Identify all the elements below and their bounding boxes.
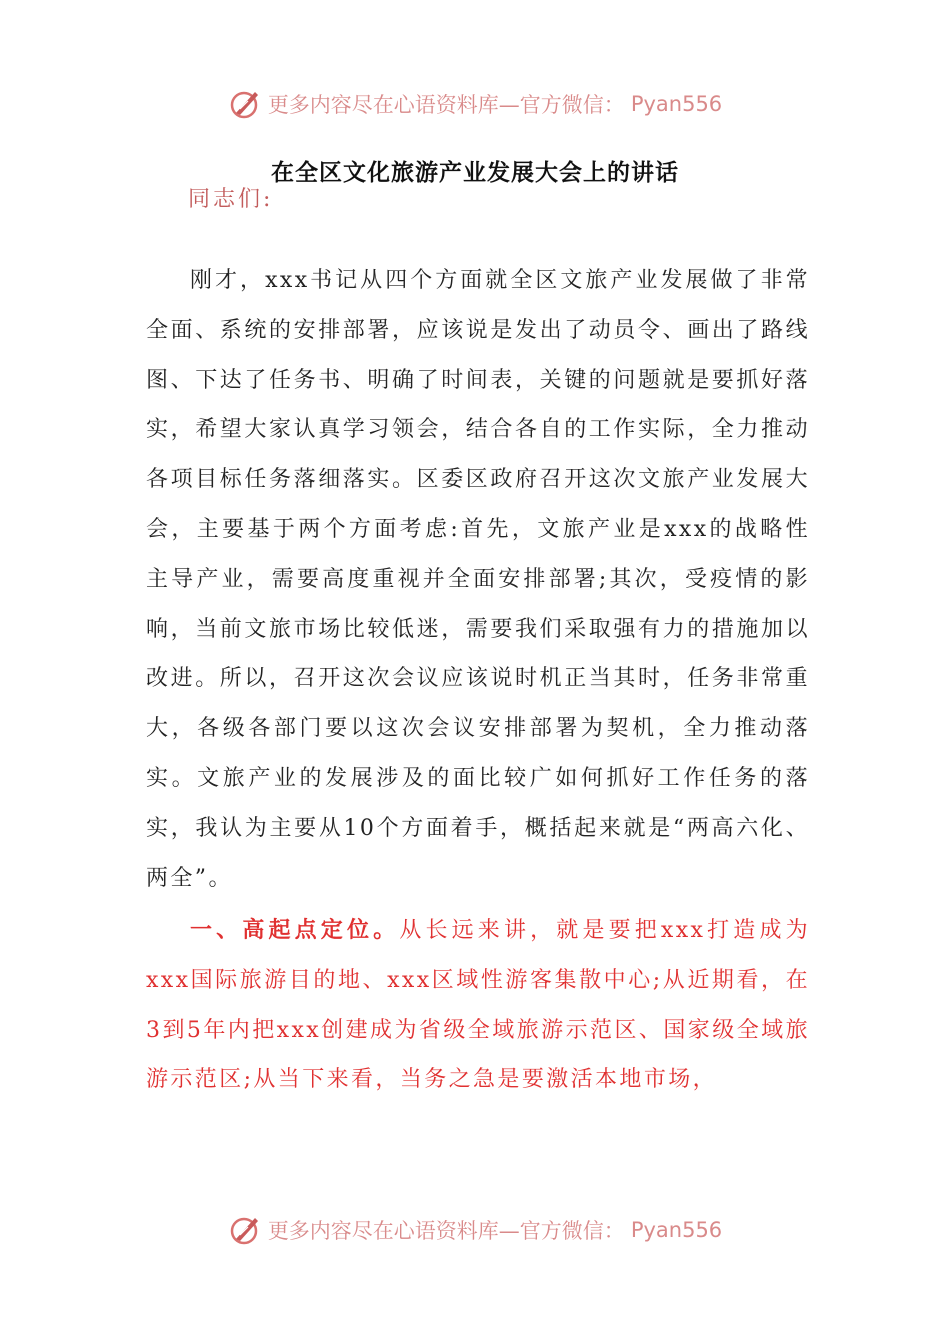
paragraph-section-one [146,906,810,1105]
quill-pen-circle-icon [228,87,262,121]
greeting: 同志们: [188,187,274,212]
section-body: 从长远来讲，就是要把xxx打造成为xxx国际旅游目的地、xxx区域性游客集散中心;从近期看，在3到5年内把xxx创建成为省级全域旅游示范区、国家级全域旅游示范区;从当下来看，当务之急是要激活本地市场， [146,918,811,1093]
watermark-text: 更多内容尽在心语资料库—官方微信： [267,93,625,117]
watermark-wechat-id: Pyan556 [630,1218,723,1242]
quill-pen-circle-icon [228,1213,262,1247]
watermark-text: 更多内容尽在心语资料库—官方微信： [267,1219,625,1243]
watermark-footer [0,1210,950,1250]
watermark-header [0,84,950,124]
document-title: 在全区文化旅游产业发展大会上的讲话 [271,160,679,186]
paragraph-body: 刚才，xxx书记从四个方面就全区文旅产业发展做了非常全面、系统的安排部署，应该说是发出了动员令、画出了路线图、下达了任务书、明确了时间表，关键的问题就是要抓好落实，希望大家认真学习领会，结合各自的工作实际，全力推动各项目标任务落细落实。区委区政府召开这次文旅产业发展大会，主要基于两个方面考虑:首先，文旅产业是xxx的战略性主导产业，需要高度重视并全面安排部署;其次，受疫情的影响，当前文旅市场比较低迷，需要我们采取强有力的措施加以改进。所以，召开这次会议应该说时机正当其时，任务非常重大，各级各部门要以这次会议安排部署为契机，全力推动落实。文旅产业的发展涉及的面比较广如何抓好工作任务的落实，我认为主要从10个方面着手，概括起来就是“两高六化、两全”。 [146,268,810,891]
watermark-wechat-id: Pyan556 [630,92,723,116]
section-heading: 一、高起点定位。 [190,918,400,943]
